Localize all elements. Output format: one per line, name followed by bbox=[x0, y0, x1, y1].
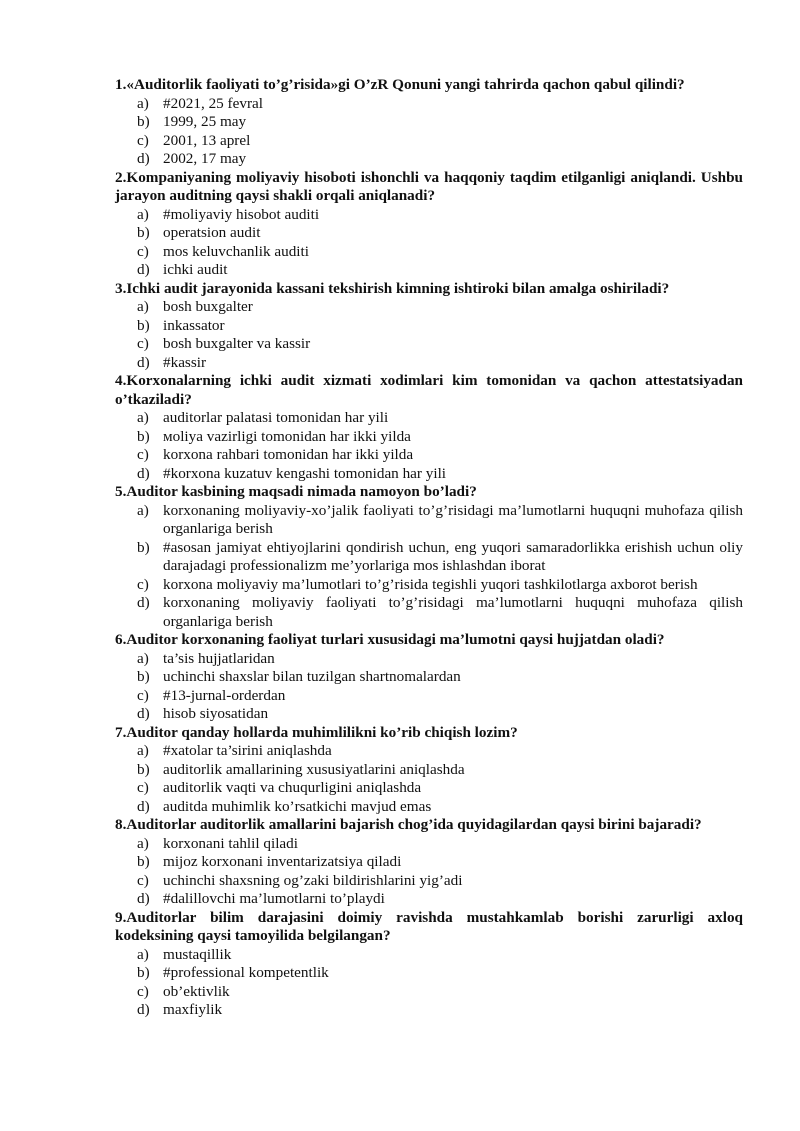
option-text: #xatolar ta’sirini aniqlashda bbox=[163, 742, 332, 759]
answer-option bbox=[115, 983, 743, 1002]
option-text: uchinchi shaxslar bilan tuzilgan shartnomalardan bbox=[163, 668, 461, 685]
option-text: #kassir bbox=[163, 353, 207, 371]
answer-option bbox=[115, 853, 743, 872]
option-letter: d) bbox=[137, 261, 150, 278]
answer-option bbox=[115, 779, 743, 798]
option-letter: d) bbox=[137, 464, 150, 482]
answer-option bbox=[115, 113, 743, 132]
option-letter: a) bbox=[137, 501, 149, 519]
option-text: maxfiylik bbox=[163, 1001, 223, 1018]
option-letter: b) bbox=[137, 538, 150, 556]
question-text: 6.Auditor korxonaning faoliyat turlari xususidagi ma’lumotni qaysi hujjatdan oladi? bbox=[115, 631, 665, 648]
option-letter: a) bbox=[137, 834, 149, 852]
option-letter: a) bbox=[137, 94, 149, 112]
question-block bbox=[115, 631, 743, 724]
answer-option bbox=[115, 95, 743, 114]
option-letter: b) bbox=[137, 427, 150, 445]
answer-option bbox=[115, 150, 743, 169]
option-letter: c) bbox=[137, 575, 149, 593]
answer-options bbox=[115, 742, 743, 816]
option-letter: d) bbox=[137, 594, 150, 611]
option-text: #2021, 25 fevral bbox=[163, 94, 263, 112]
answer-option bbox=[115, 761, 743, 780]
option-letter: b) bbox=[137, 964, 150, 981]
option-text: mijoz korxonani inventarizatsiya qiladi bbox=[163, 853, 402, 870]
answer-option bbox=[115, 224, 743, 243]
question-text: 4.Korxonalarning ichki audit xizmati xodimlari kim tomonidan va qachon attestatsiyadan o’tkaziladi? bbox=[115, 372, 743, 408]
answer-option bbox=[115, 798, 743, 817]
answer-option bbox=[115, 335, 743, 354]
option-text: bosh buxgalter bbox=[163, 298, 253, 315]
option-letter: c) bbox=[137, 779, 149, 796]
option-text: korxonaning moliyaviy faoliyati to’g’risidagi ma’lumotlarni huquqni muhofaza qilish organlariga berish bbox=[163, 594, 743, 630]
answer-option bbox=[115, 705, 743, 724]
answer-option bbox=[115, 539, 743, 576]
option-letter: a) bbox=[137, 945, 149, 963]
option-text: korxonani tahlil qiladi bbox=[163, 834, 298, 852]
option-letter: d) bbox=[137, 705, 150, 722]
option-text: auditda muhimlik ko’rsatkichi mavjud emas bbox=[163, 797, 432, 815]
answer-options bbox=[115, 946, 743, 1020]
option-text: #asosan jamiyat ehtiyojlarini qondirish uchun, eng yuqori samaradorlikka erishish uchun oliy darajadagi professionalizm me’yorlariga mos ishlashdan iborat bbox=[163, 538, 743, 574]
answer-option bbox=[115, 409, 743, 428]
question-block bbox=[115, 816, 743, 909]
answer-option bbox=[115, 687, 743, 706]
option-text: uchinchi shaxsning og’zaki bildirishlarini yig’adi bbox=[163, 871, 463, 889]
option-text: 1999, 25 may bbox=[163, 113, 247, 130]
option-text: #moliyaviy hisobot auditi bbox=[163, 205, 320, 223]
question-text: 2.Kompaniyaning moliyaviy hisoboti ishonchli va haqqoniy taqdim etilganligi aniqlandi. Ushbu jarayon auditning qaysi shakli orqali aniqlanadi? bbox=[115, 168, 743, 204]
option-letter: d) bbox=[137, 890, 150, 907]
answer-options bbox=[115, 206, 743, 280]
option-letter: a) bbox=[137, 298, 149, 315]
option-text: mos keluvchanlik auditi bbox=[163, 242, 309, 260]
answer-option bbox=[115, 298, 743, 317]
option-text: ob’ektivlik bbox=[163, 982, 230, 1000]
option-text: #professional kompetentlik bbox=[163, 964, 329, 981]
answer-options bbox=[115, 835, 743, 909]
option-letter: a) bbox=[137, 649, 149, 667]
option-letter: a) bbox=[137, 409, 149, 426]
answer-option bbox=[115, 742, 743, 761]
question-block bbox=[115, 76, 743, 169]
question-text: 7.Auditor qanday hollarda muhimlilikni ko’rib chiqish lozim? bbox=[115, 723, 518, 741]
answer-option bbox=[115, 132, 743, 151]
option-text: 2001, 13 aprel bbox=[163, 131, 251, 149]
option-letter: c) bbox=[137, 686, 149, 704]
answer-options bbox=[115, 298, 743, 372]
option-text: operatsion audit bbox=[163, 224, 261, 241]
option-letter: b) bbox=[137, 316, 150, 334]
option-text: auditorlar palatasi tomonidan har yili bbox=[163, 409, 389, 426]
answer-option bbox=[115, 668, 743, 687]
answer-option bbox=[115, 243, 743, 262]
question-block bbox=[115, 372, 743, 483]
option-text: mustaqillik bbox=[163, 945, 232, 963]
option-letter: b) bbox=[137, 853, 150, 870]
answer-option bbox=[115, 465, 743, 484]
answer-options bbox=[115, 95, 743, 169]
answer-option bbox=[115, 261, 743, 280]
document-page bbox=[115, 76, 743, 1020]
option-text: 2002, 17 may bbox=[163, 150, 247, 167]
option-text: #dalillovchi ma’lumotlarni to’playdi bbox=[163, 890, 385, 907]
question-text: 1.«Auditorlik faoliyati to’g’risida»gi O’zR Qonuni yangi tahrirda qachon qabul qilindi? bbox=[115, 76, 685, 93]
question-block bbox=[115, 909, 743, 1020]
option-letter: d) bbox=[137, 353, 150, 371]
option-letter: c) bbox=[137, 871, 149, 889]
option-text: korxonaning moliyaviy-xo’jalik faoliyati to’g’risidagi ma’lumotlarni huquqni muhofaza qilish organlariga berish bbox=[163, 501, 743, 537]
question-text: 8.Auditorlar auditorlik amallarini bajarish chog’ida quyidagilardan qaysi birini bajaradi? bbox=[115, 816, 702, 833]
option-text: ichki audit bbox=[163, 261, 228, 278]
option-letter: b) bbox=[137, 224, 150, 241]
option-letter: d) bbox=[137, 150, 150, 167]
option-letter: b) bbox=[137, 113, 150, 130]
option-letter: b) bbox=[137, 668, 150, 685]
option-text: #korxona kuzatuv kengashi tomonidan har yili bbox=[163, 464, 447, 482]
answer-option bbox=[115, 650, 743, 669]
answer-option bbox=[115, 1001, 743, 1020]
answer-option bbox=[115, 502, 743, 539]
option-text: мoliya vazirligi tomonidan har ikki yilda bbox=[163, 427, 411, 445]
answer-option bbox=[115, 946, 743, 965]
answer-option bbox=[115, 446, 743, 465]
question-text: 9.Auditorlar bilim darajasini doimiy ravishda mustahkamlab borishi zarurligi axloq kodeksining qaysi tamoyilida belgilangan? bbox=[115, 908, 743, 944]
option-text: auditorlik amallarining xususiyatlarini aniqlashda bbox=[163, 760, 465, 778]
answer-option bbox=[115, 890, 743, 909]
option-letter: a) bbox=[137, 205, 149, 223]
option-text: hisob siyosatidan bbox=[163, 705, 269, 722]
option-letter: c) bbox=[137, 335, 149, 352]
option-text: auditorlik vaqti va chuqurligini aniqlashda bbox=[163, 779, 422, 796]
option-text: ta’sis hujjatlaridan bbox=[163, 649, 275, 667]
answer-option bbox=[115, 576, 743, 595]
answer-option bbox=[115, 964, 743, 983]
answer-option bbox=[115, 835, 743, 854]
question-text: 3.Ichki audit jarayonida kassani tekshirish kimning ishtiroki bilan amalga oshiriladi? bbox=[115, 279, 670, 297]
answer-option bbox=[115, 428, 743, 447]
answer-option bbox=[115, 354, 743, 373]
answer-option bbox=[115, 594, 743, 631]
question-block bbox=[115, 169, 743, 280]
option-letter: d) bbox=[137, 1001, 150, 1018]
question-block bbox=[115, 280, 743, 373]
answer-options bbox=[115, 409, 743, 483]
option-letter: a) bbox=[137, 742, 149, 759]
option-text: inkassator bbox=[163, 316, 225, 334]
option-text: #13-jurnal-orderdan bbox=[163, 686, 286, 704]
option-letter: c) bbox=[137, 242, 149, 260]
answer-option bbox=[115, 206, 743, 225]
option-text: bosh buxgalter va kassir bbox=[163, 335, 311, 352]
option-letter: d) bbox=[137, 797, 150, 815]
question-text: 5.Auditor kasbining maqsadi nimada namoyon bo’ladi? bbox=[115, 483, 477, 500]
option-text: korxona rahbari tomonidan har ikki yilda bbox=[163, 446, 414, 463]
option-letter: c) bbox=[137, 131, 149, 149]
option-letter: c) bbox=[137, 446, 149, 463]
answer-options bbox=[115, 650, 743, 724]
answer-option bbox=[115, 872, 743, 891]
option-letter: b) bbox=[137, 760, 150, 778]
option-letter: c) bbox=[137, 982, 149, 1000]
option-text: korxona moliyaviy ma’lumotlari to’g’risida tegishli yuqori tashkilotlarga axborot berish bbox=[163, 575, 698, 593]
question-block bbox=[115, 724, 743, 817]
answer-options bbox=[115, 502, 743, 632]
answer-option bbox=[115, 317, 743, 336]
question-block bbox=[115, 483, 743, 631]
